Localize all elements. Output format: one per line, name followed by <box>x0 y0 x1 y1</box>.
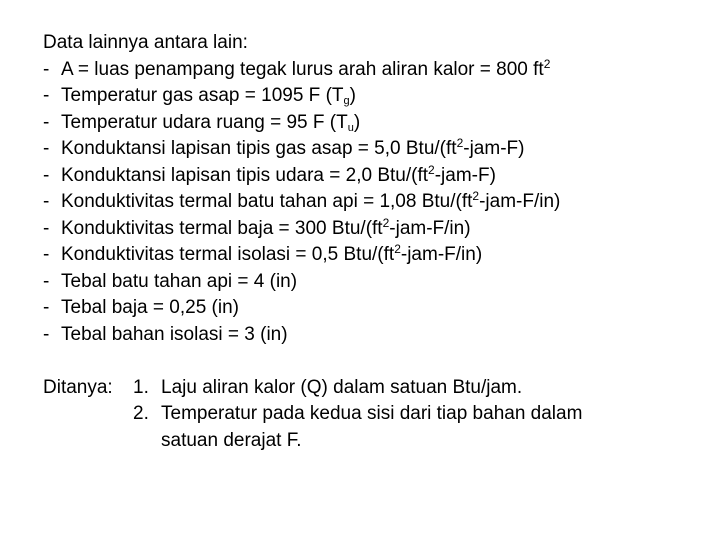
item-text-tail: ) <box>349 85 356 106</box>
superscript: 2 <box>456 136 464 150</box>
data-heading: Data lainnya antara lain: <box>43 32 248 53</box>
item-text-main: Konduktivitas termal batu tahan api = 1,08 Btu/(ft <box>61 191 473 212</box>
bullet-dash: - <box>43 138 50 159</box>
item-text <box>61 189 560 216</box>
question-block <box>43 375 703 455</box>
item-text-tail: -jam-F) <box>434 164 496 186</box>
superscript: 2 <box>472 189 480 203</box>
item-text <box>61 83 356 110</box>
list-item-firebrick-conductivity <box>43 189 703 216</box>
question-label-spacer <box>43 401 133 428</box>
bullet-dash: - <box>43 217 50 239</box>
question-number-1: 1. <box>133 376 149 398</box>
bullet-dash: - <box>43 164 50 186</box>
item-text: Tebal baja = 0,25 (in) <box>61 297 239 318</box>
item-text-main: Konduktivitas termal isolasi = 0,5 Btu/(ft <box>61 244 395 265</box>
item-text-tail: ) <box>353 111 361 133</box>
item-text-main: Temperatur gas asap = 1095 F (T <box>61 85 344 106</box>
superscript: 2 <box>428 162 435 177</box>
item-text <box>61 57 550 84</box>
superscript: 2 <box>543 56 551 71</box>
list-item-steel-conductivity <box>43 216 703 243</box>
list-item-insulation-thickness <box>43 322 703 349</box>
question-text-1: Laju aliran kalor (Q) dalam satuan Btu/jam. <box>161 376 523 398</box>
list-item-area <box>43 57 703 84</box>
subscript: g <box>343 95 350 107</box>
bullet-dash: - <box>43 297 50 318</box>
list-item-steel-thickness <box>43 295 703 322</box>
item-text: Tebal bahan isolasi = 3 (in) <box>61 323 288 345</box>
list-item-firebrick-thickness <box>43 269 703 296</box>
question-indent-spacer <box>43 428 161 455</box>
superscript: 2 <box>394 242 401 256</box>
bullet-dash: - <box>43 270 50 292</box>
list-item-gas-temperature <box>43 83 703 110</box>
item-text <box>61 136 524 163</box>
bullet-dash: - <box>43 323 50 345</box>
question-text-2: Temperatur pada kedua sisi dari tiap bahan dalam <box>161 403 583 424</box>
item-text-main: Konduktansi lapisan tipis gas asap = 5,0 Btu/(ft <box>61 138 457 159</box>
item-text-tail: -jam-F) <box>463 138 525 159</box>
question-row-2 <box>43 401 703 428</box>
list-item-room-temperature <box>43 110 703 137</box>
bullet-dash: - <box>43 85 50 106</box>
item-text-main: A = luas penampang tegak lurus arah aliran kalor = 800 ft <box>61 58 544 80</box>
list-item-insulation-conductivity <box>43 242 703 269</box>
item-text-tail: -jam-F/in) <box>479 191 561 212</box>
data-list <box>43 57 703 349</box>
subscript: u <box>347 121 354 134</box>
bullet-dash: - <box>43 111 50 133</box>
question-label: Ditanya: <box>43 376 113 398</box>
list-item-air-film-conductance <box>43 163 703 190</box>
item-text-tail: -jam-F/in) <box>389 217 471 239</box>
item-text-main: Temperatur udara ruang = 95 F (T <box>61 111 348 133</box>
item-text-main: Konduktansi lapisan tipis udara = 2,0 Btu/(ft <box>61 164 429 186</box>
item-text <box>61 242 482 269</box>
item-text <box>61 216 471 243</box>
bullet-dash: - <box>43 58 50 80</box>
question-row-2-continued <box>43 428 703 455</box>
item-text <box>61 110 360 137</box>
bullet-dash: - <box>43 244 50 265</box>
bullet-dash: - <box>43 191 50 212</box>
question-text-2-continued: satuan derajat F. <box>161 429 302 451</box>
item-text-tail: -jam-F/in) <box>400 244 483 265</box>
item-text-main: Konduktivitas termal baja = 300 Btu/(ft <box>61 217 383 239</box>
item-text <box>61 163 496 190</box>
list-item-gas-film-conductance <box>43 136 703 163</box>
item-text: Tebal batu tahan api = 4 (in) <box>61 270 298 292</box>
question-number-2: 2. <box>133 403 149 424</box>
question-row-1 <box>43 375 703 402</box>
slide-content <box>43 30 703 454</box>
superscript: 2 <box>382 215 390 230</box>
